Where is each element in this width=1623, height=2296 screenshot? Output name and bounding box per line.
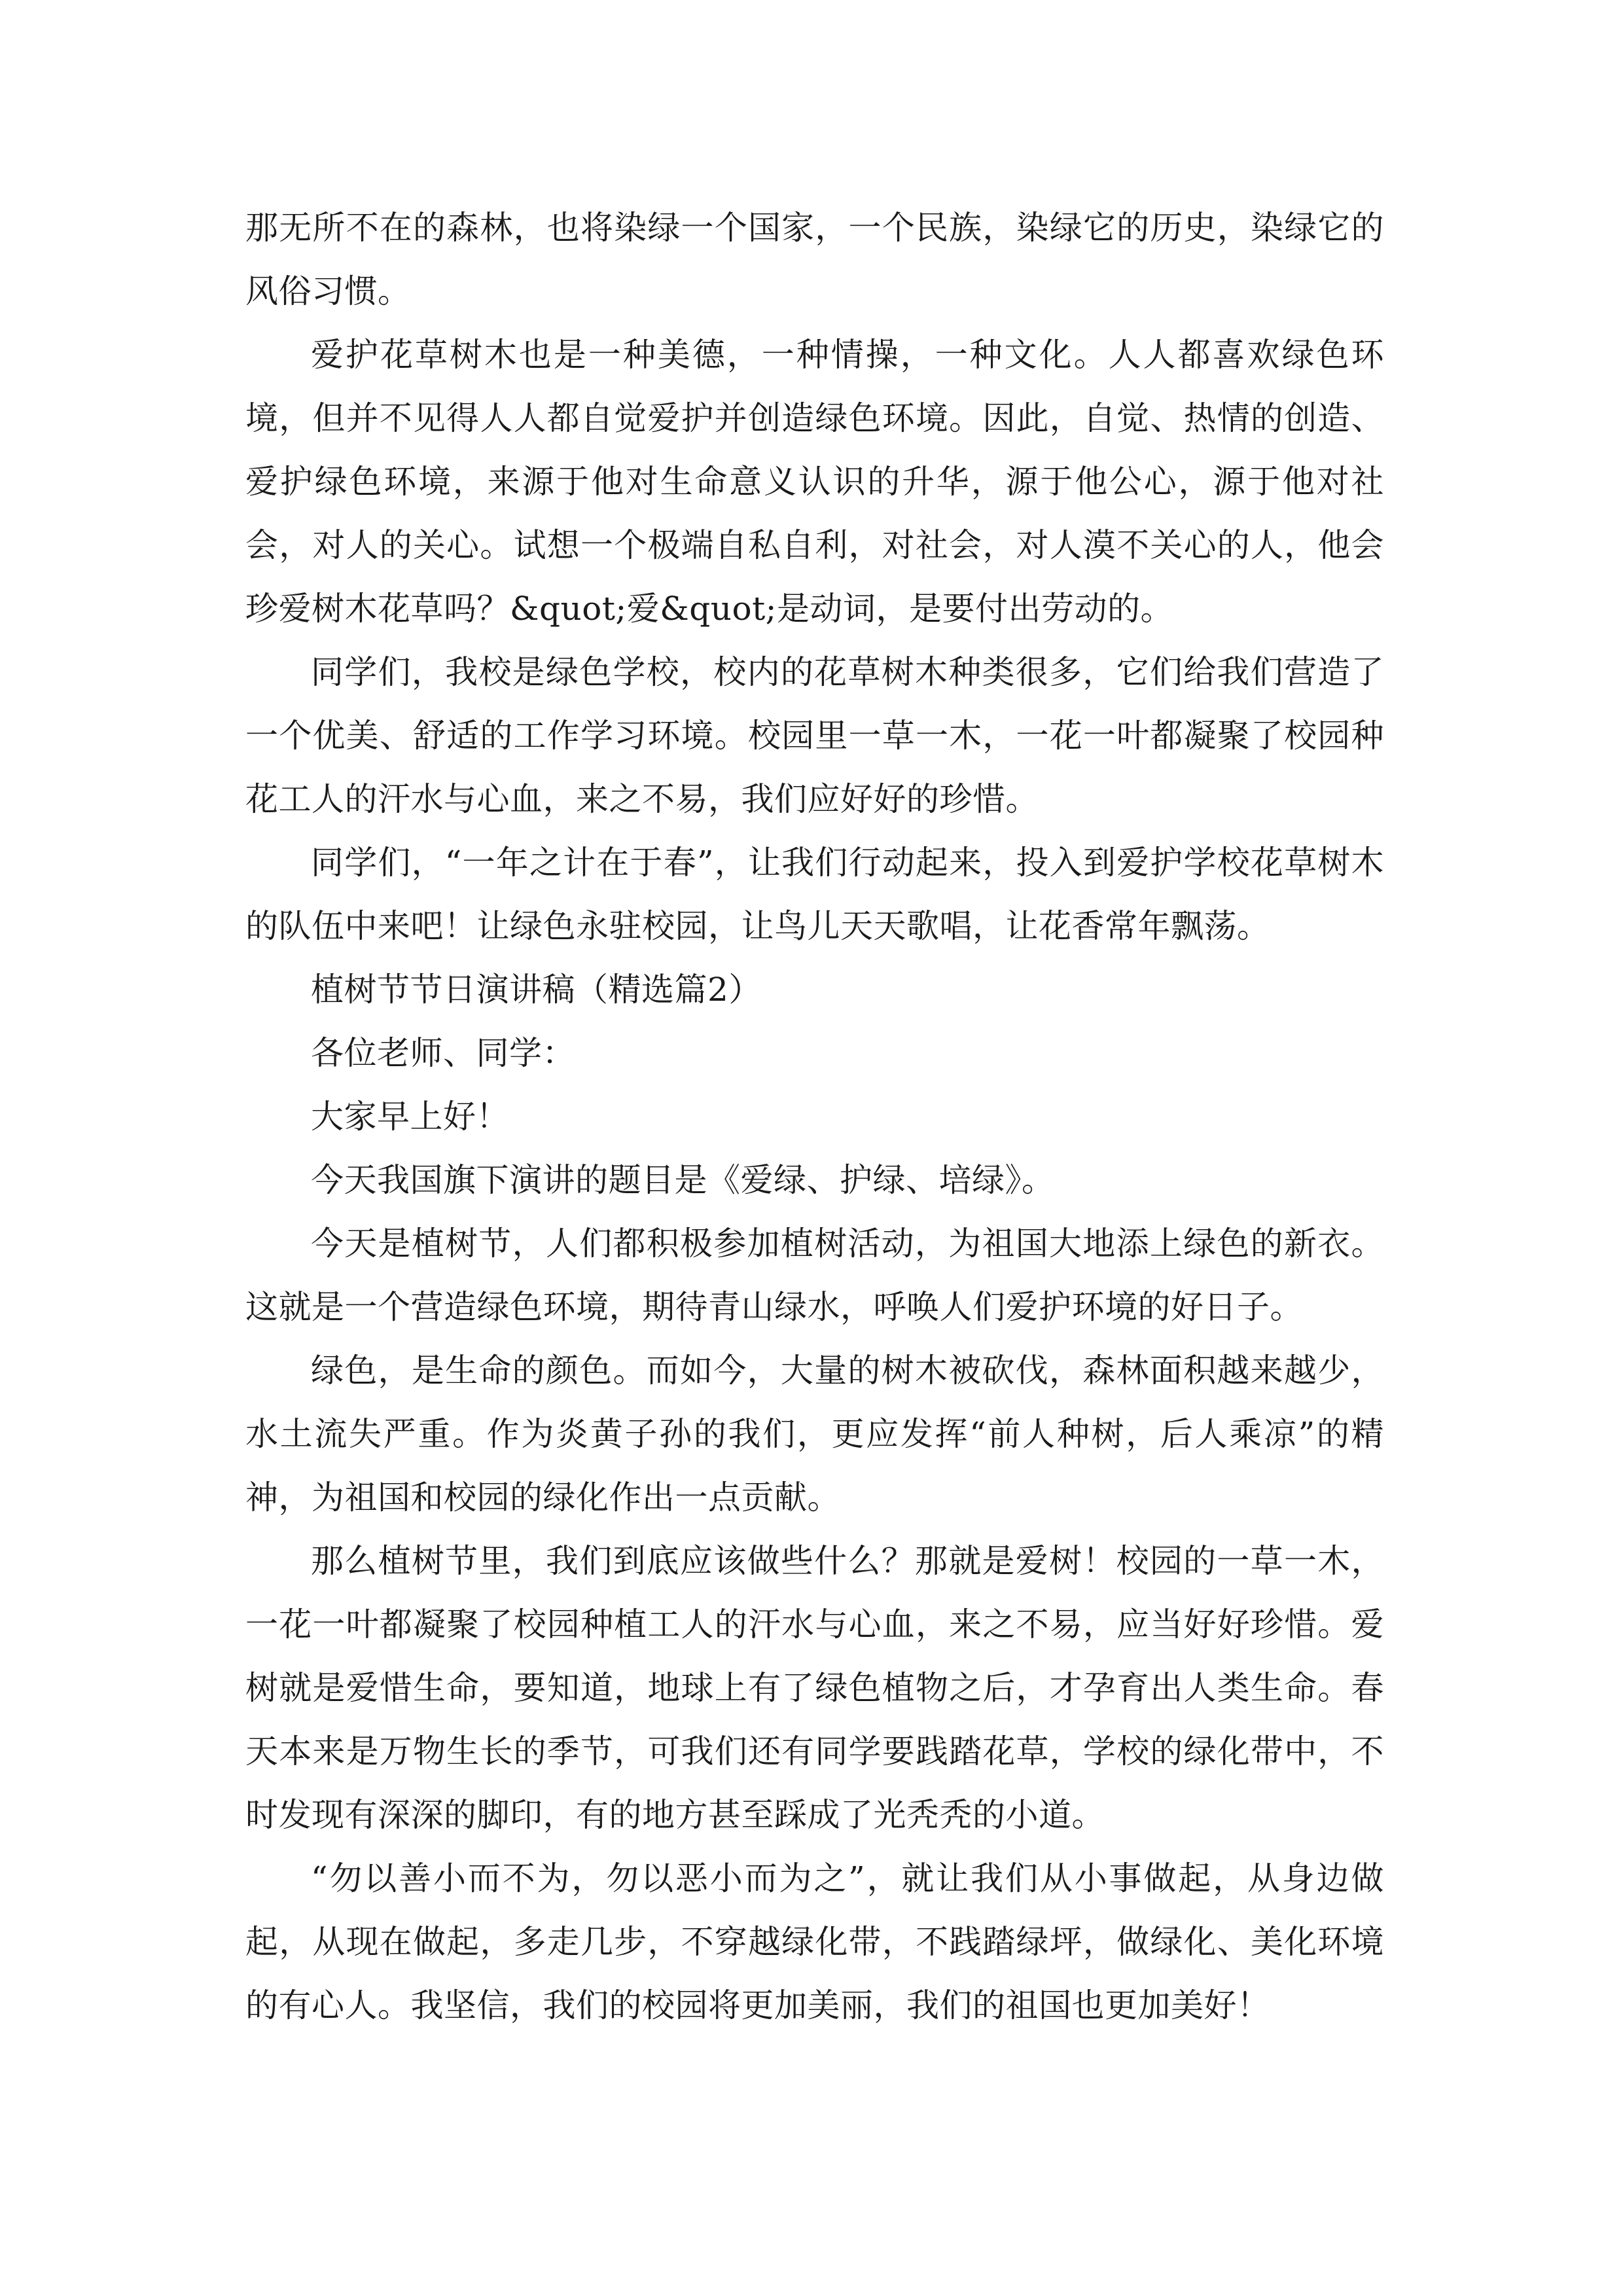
paragraph-9: 今天是植树节，人们都积极参加植树活动，为祖国大地添上绿色的新衣。这就是一个营造绿色环境，期待青山绿水，呼唤人们爱护环境的好日子。	[245, 1225, 1384, 1326]
document-page	[245, 196, 1384, 2037]
paragraph-1: 那无所不在的森林，也将染绿一个国家，一个民族，染绿它的历史，染绿它的风俗习惯。	[245, 209, 1384, 310]
greeting: 大家早上好！	[311, 1098, 509, 1136]
paragraph-11: 那么植树节里，我们到底应该做些什么？那就是爱树！校园的一草一木，一花一叶都凝聚了校园种植工人的汗水与心血，来之不易，应当好好珍惜。爱树就是爱惜生命，要知道，地球上有了绿色植物之后，才孕育出人类生命。春天本来是万物生长的季节，可我们还有同学要践踏花草，学校的绿化带中，不时发现有深深的脚印，有的地方甚至踩成了光秃秃的小道。	[245, 1542, 1384, 1834]
paragraph-2: 爱护花草树木也是一种美德，一种情操，一种文化。人人都喜欢绿色环境，但并不见得人人都自觉爱护并创造绿色环境。因此，自觉、热情的创造、爱护绿色环境，来源于他对生命意义认识的升华，源于他公心，源于他对社会，对人的关心。试想一个极端自私自利，对社会，对人漠不关心的人，他会珍爱树木花草吗？&quot;爱&quot;是动词，是要付出劳动的。	[245, 336, 1384, 628]
paragraph-3: 同学们，我校是绿色学校，校内的花草树木种类很多，它们给我们营造了一个优美、舒适的工作学习环境。校园里一草一木，一花一叶都凝聚了校园种花工人的汗水与心血，来之不易，我们应好好的珍惜。	[245, 653, 1384, 818]
salutation: 各位老师、同学：	[311, 1034, 575, 1072]
section-heading: 植树节节日演讲稿（精选篇2）	[311, 971, 762, 1009]
paragraph-12: “勿以善小而不为，勿以恶小而为之”，就让我们从小事做起，从身边做起，从现在做起，多走几步，不穿越绿化带，不践踏绿坪，做绿化、美化环境的有心人。我坚信，我们的校园将更加美丽，我们的祖国也更加美好！	[245, 1859, 1384, 2024]
paragraph-4: 同学们，“一年之计在于春”，让我们行动起来，投入到爱护学校花草树木的队伍中来吧！让绿色永驻校园，让鸟儿天天歌唱，让花香常年飘荡。	[245, 844, 1384, 945]
paragraph-10: 绿色，是生命的颜色。而如今，大量的树木被砍伐，森林面积越来越少，水土流失严重。作为炎黄子孙的我们，更应发挥“前人种树，后人乘凉”的精神，为祖国和校园的绿化作出一点贡献。	[245, 1352, 1384, 1516]
speech-topic: 今天我国旗下演讲的题目是《爱绿、护绿、培绿》。	[311, 1161, 1055, 1199]
